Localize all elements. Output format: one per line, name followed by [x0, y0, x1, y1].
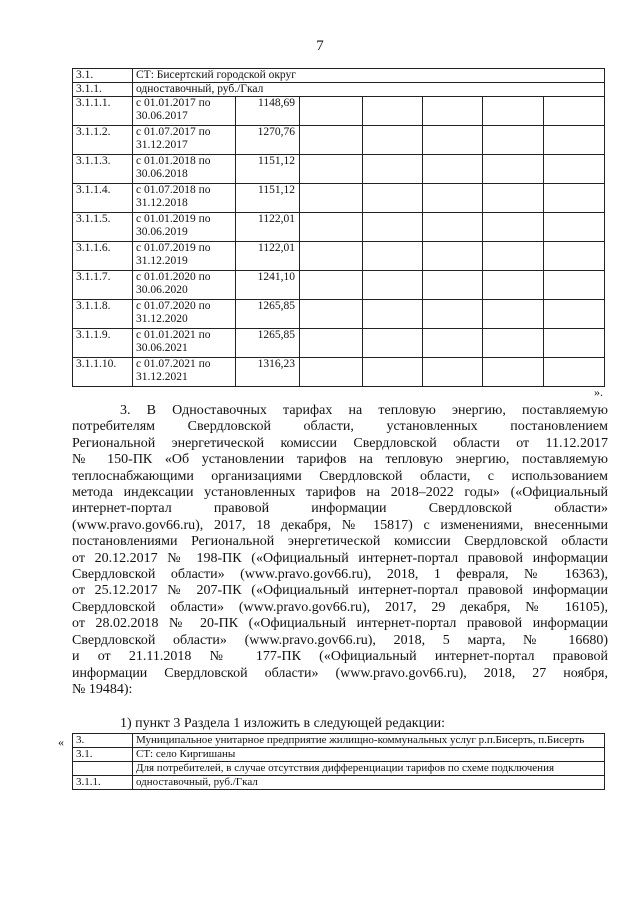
empty-cell: [423, 155, 483, 184]
empty-cell: [483, 329, 544, 358]
empty-cell: [544, 155, 605, 184]
period-cell: [133, 329, 236, 358]
period-line: с 01.01.2018 по: [136, 155, 211, 167]
tariff-value: 1122,01: [236, 242, 300, 271]
paragraph-line: Свердловской области» (www.pravo.gov66.ru), 2018, 5 марта, № 16680): [72, 632, 608, 648]
paragraph-line: 3. В Одноставочных тарифах на тепловую энергию, поставляемую: [120, 403, 608, 418]
tariff-value: 1151,12: [236, 155, 300, 184]
row-number: 3.1.1.9.: [73, 329, 133, 358]
period-cell: [133, 184, 236, 213]
opening-quote-mark: «: [58, 735, 64, 749]
empty-cell: [483, 184, 544, 213]
empty-cell: [544, 242, 605, 271]
empty-cell: [483, 126, 544, 155]
tariff-value: 1270,76: [236, 126, 300, 155]
paragraph-line: информации Свердловской области» (www.pravo.gov66.ru), 2018, 27 ноября,: [72, 665, 608, 681]
table-row: [73, 126, 605, 155]
table-row: [73, 734, 605, 748]
table-row: [73, 69, 605, 83]
empty-cell: [423, 126, 483, 155]
empty-cell: [363, 213, 423, 242]
empty-cell: [483, 358, 544, 387]
closing-quote-mark: ».: [594, 385, 603, 399]
empty-cell: [544, 300, 605, 329]
table-row: [73, 271, 605, 300]
row-label: Для потребителей, в случае отсутствия дифференциации тарифов по схеме подключения: [133, 762, 605, 776]
period-line: 31.12.2019: [136, 255, 188, 267]
table-row: [73, 184, 605, 213]
empty-cell: [483, 155, 544, 184]
paragraph-line: Свердловской области» (www.pravo.gov66.ru), 2018, 1 февраля, № 16363),: [72, 567, 608, 583]
page-number: 7: [316, 38, 324, 54]
period-cell: [133, 242, 236, 271]
row-label: Муниципальное унитарное предприятие жилищно-коммунальных услуг р.п.Бисерть, п.Бисерть: [133, 734, 605, 748]
row-number: [73, 762, 133, 776]
row-number: 3.1.1.3.: [73, 155, 133, 184]
row-number: 3.1.1.5.: [73, 213, 133, 242]
tariff-value: 1241,10: [236, 271, 300, 300]
empty-cell: [363, 271, 423, 300]
empty-cell: [483, 213, 544, 242]
row-number: 3.1.1.8.: [73, 300, 133, 329]
row-number: 3.1.: [73, 748, 133, 762]
empty-cell: [423, 184, 483, 213]
row-number: 3.1.1.7.: [73, 271, 133, 300]
tariff-value: 1148,69: [236, 97, 300, 126]
empty-cell: [483, 300, 544, 329]
row-number: 3.1.1.10.: [73, 358, 133, 387]
period-line: 31.12.2018: [136, 197, 188, 209]
row-label: СТ: село Киргишаны: [133, 748, 605, 762]
table-row: [73, 762, 605, 776]
empty-cell: [300, 97, 363, 126]
empty-cell: [363, 97, 423, 126]
period-cell: [133, 300, 236, 329]
table-row: [73, 358, 605, 387]
empty-cell: [363, 329, 423, 358]
paragraph-line: потребителям Свердловской области, установленных постановлением: [72, 419, 608, 435]
paragraph-line: интернет-портал правовой информации Свердловской области»: [72, 501, 608, 517]
empty-cell: [423, 213, 483, 242]
empty-cell: [300, 271, 363, 300]
empty-cell: [363, 300, 423, 329]
empty-cell: [363, 155, 423, 184]
row-label: одноставочный, руб./Гкал: [133, 776, 605, 790]
table-row: [73, 300, 605, 329]
period-line: с 01.07.2019 по: [136, 242, 211, 254]
tariff-table-kirgishany: [72, 733, 605, 790]
paragraph-line: от 20.12.2017 № 198-ПК («Официальный интернет-портал правовой информации: [72, 550, 608, 566]
empty-cell: [300, 184, 363, 213]
table-row: [73, 776, 605, 790]
empty-cell: [363, 358, 423, 387]
paragraph-line: № 19484):: [72, 681, 133, 697]
period-line: с 01.07.2018 по: [136, 184, 211, 196]
table-row: [73, 155, 605, 184]
row-number: 3.1.1.2.: [73, 126, 133, 155]
tariff-value: 1122,01: [236, 213, 300, 242]
empty-cell: [483, 271, 544, 300]
paragraph-line: Свердловской области» (www.pravo.gov66.ru), 2017, 29 декабря, № 16105),: [72, 599, 608, 615]
empty-cell: [544, 271, 605, 300]
row-number: 3.: [73, 734, 133, 748]
empty-cell: [544, 329, 605, 358]
period-line: 30.06.2018: [136, 168, 188, 180]
paragraph-line: и от 21.11.2018 № 177-ПК («Официальный интернет-портал правовой: [72, 649, 608, 665]
empty-cell: [300, 155, 363, 184]
empty-cell: [483, 242, 544, 271]
period-line: с 01.07.2017 по: [136, 126, 211, 138]
empty-cell: [300, 358, 363, 387]
period-cell: [133, 97, 236, 126]
empty-cell: [423, 271, 483, 300]
empty-cell: [544, 184, 605, 213]
paragraph-line: (www.pravo.gov66.ru), 2017, 18 декабря, № 15817) с изменениями, внесенными: [72, 517, 608, 533]
period-line: с 01.01.2017 по: [136, 97, 211, 109]
empty-cell: [300, 126, 363, 155]
period-line: с 01.07.2020 по: [136, 300, 211, 312]
empty-cell: [544, 213, 605, 242]
period-line: с 01.01.2021 по: [136, 329, 211, 341]
table-row: [73, 748, 605, 762]
period-line: 30.06.2021: [136, 342, 188, 354]
table-row: [73, 83, 605, 97]
empty-cell: [483, 97, 544, 126]
table-row: [73, 329, 605, 358]
period-line: 31.12.2021: [136, 371, 188, 383]
period-line: 30.06.2017: [136, 110, 188, 122]
row-number: 3.1.1.1.: [73, 97, 133, 126]
period-line: с 01.01.2019 по: [136, 213, 211, 225]
empty-cell: [423, 358, 483, 387]
table-row: [73, 97, 605, 126]
subpoint-1: 1) пункт 3 Раздела 1 изложить в следующей редакции:: [120, 716, 445, 731]
period-line: 30.06.2020: [136, 284, 188, 296]
empty-cell: [300, 329, 363, 358]
empty-cell: [544, 126, 605, 155]
paragraph-3: [72, 403, 608, 698]
row-number: 3.1.: [73, 69, 133, 83]
period-line: 31.12.2017: [136, 139, 188, 151]
period-line: 31.12.2020: [136, 313, 188, 325]
period-cell: [133, 358, 236, 387]
row-label: СТ: Бисертский городской округ: [133, 69, 605, 83]
empty-cell: [300, 242, 363, 271]
empty-cell: [423, 242, 483, 271]
empty-cell: [423, 300, 483, 329]
empty-cell: [363, 126, 423, 155]
tariff-value: 1265,85: [236, 329, 300, 358]
row-label: одноставочный, руб./Гкал: [133, 83, 605, 97]
period-cell: [133, 271, 236, 300]
paragraph-line: метода индексации установленных тарифов на 2018–2022 годы» («Официальный: [72, 485, 608, 501]
row-number: 3.1.1.4.: [73, 184, 133, 213]
paragraph-line: от 28.02.2018 № 20-ПК («Официальный интернет-портал правовой информации: [72, 616, 608, 632]
paragraph-line: теплоснабжающими организациями Свердловской области, с использованием: [72, 468, 608, 484]
tariff-table-bisert: [72, 68, 605, 387]
paragraph-line: постановлениями Региональной энергетической комиссии Свердловской области: [72, 534, 608, 550]
tariff-value: 1316,23: [236, 358, 300, 387]
empty-cell: [300, 300, 363, 329]
paragraph-line: № 150-ПК «Об установлении тарифов на тепловую энергию, поставляемую: [72, 452, 608, 468]
row-number: 3.1.1.6.: [73, 242, 133, 271]
period-line: с 01.01.2020 по: [136, 271, 211, 283]
period-cell: [133, 126, 236, 155]
period-cell: [133, 155, 236, 184]
table-row: [73, 213, 605, 242]
empty-cell: [300, 213, 363, 242]
paragraph-line: Региональной энергетической комиссии Свердловской области от 11.12.2017: [72, 435, 608, 451]
empty-cell: [423, 329, 483, 358]
row-number: 3.1.1.: [73, 83, 133, 97]
empty-cell: [544, 97, 605, 126]
empty-cell: [363, 184, 423, 213]
tariff-value: 1151,12: [236, 184, 300, 213]
tariff-value: 1265,85: [236, 300, 300, 329]
row-number: 3.1.1.: [73, 776, 133, 790]
table-row: [73, 242, 605, 271]
period-line: с 01.07.2021 по: [136, 358, 211, 370]
paragraph-line: от 25.12.2017 № 207-ПК («Официальный интернет-портал правовой информации: [72, 583, 608, 599]
empty-cell: [544, 358, 605, 387]
empty-cell: [423, 97, 483, 126]
period-cell: [133, 213, 236, 242]
period-line: 30.06.2019: [136, 226, 188, 238]
empty-cell: [363, 242, 423, 271]
